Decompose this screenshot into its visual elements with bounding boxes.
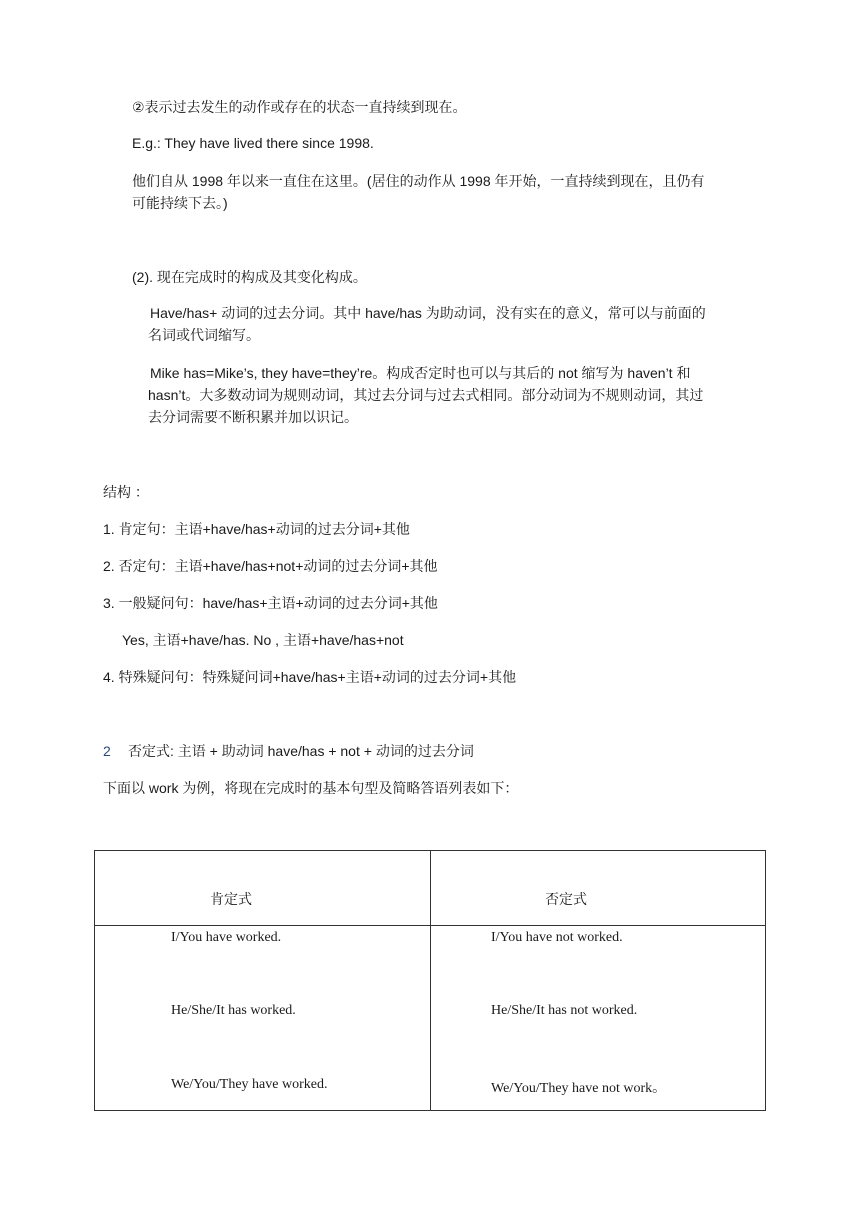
negative-cell (431, 926, 766, 1111)
forms-table (94, 850, 766, 1111)
structure-item-3: 3. 一般疑问句：have/has+主语+动词的过去分词+其他 (103, 595, 438, 611)
para-2-line-1: Mike has=Mike’s, they have=they’re。构成否定时也可以与其后的 not 缩写为 haven’t 和 (150, 365, 691, 381)
para-2-line-2: hasn’t。大多数动词为规则动词，其过去分词与过去式相同。部分动词为不规则动词，其过 (148, 387, 704, 403)
section-2-heading: (2). 现在完成时的构成及其变化构成。 (132, 269, 367, 285)
structure-item-1: 1. 肯定句：主语+have/has+动词的过去分词+其他 (103, 521, 410, 537)
structure-label: 结构 ： (103, 484, 149, 500)
negative-row-1: I/You have not worked. (491, 930, 623, 945)
affirmative-row-2: He/She/It has worked. (171, 1003, 296, 1018)
header-negative (431, 851, 766, 926)
negative-form-text: 否定式: 主语 + 助动词 have/has + not + 动词的过去分词 (128, 743, 474, 759)
point-2-text: ②表示过去发生的动作或存在的状态一直持续到现在。 (132, 99, 467, 115)
affirmative-row-1: I/You have worked. (171, 930, 282, 945)
header-affirmative (95, 851, 431, 926)
example-sentence: E.g.: They have lived there since 1998. (132, 135, 374, 151)
structure-item-4: 4. 特殊疑问句：特殊疑问词+have/has+主语+动词的过去分词+其他 (103, 669, 517, 685)
para-2-line-3: 去分词需要不断积累并加以识记。 (148, 409, 358, 425)
negative-row-3: We/You/They have not work。 (491, 1081, 667, 1096)
negative-number: 2 (103, 743, 111, 759)
header-affirmative-label: 肯定式 (210, 893, 252, 908)
affirmative-row-3: We/You/They have worked. (171, 1077, 328, 1092)
affirmative-cell (95, 926, 431, 1111)
translation-line-1: 他们自从 1998 年以来一直住在这里。(居住的动作从 1998 年开始，一直持续到现在，且仍有 (132, 173, 705, 189)
translation-line-2: 可能持续下去。) (132, 195, 228, 211)
structure-item-2: 2. 否定句：主语+have/has+not+动词的过去分词+其他 (103, 558, 438, 574)
header-negative-label: 否定式 (545, 893, 587, 908)
para-1-line-2: 名词或代词缩写。 (148, 327, 260, 343)
negative-row-2: He/She/It has not worked. (491, 1003, 638, 1018)
table-intro: 下面以 work 为例，将现在完成时的基本句型及简略答语列表如下： (103, 780, 519, 796)
structure-item-3-answers: Yes, 主语+have/has. No , 主语+have/has+not (122, 632, 404, 648)
para-1-line-1: Have/has+ 动词的过去分词。其中 have/has 为助动词，没有实在的意义，常可以与前面的 (150, 305, 706, 321)
